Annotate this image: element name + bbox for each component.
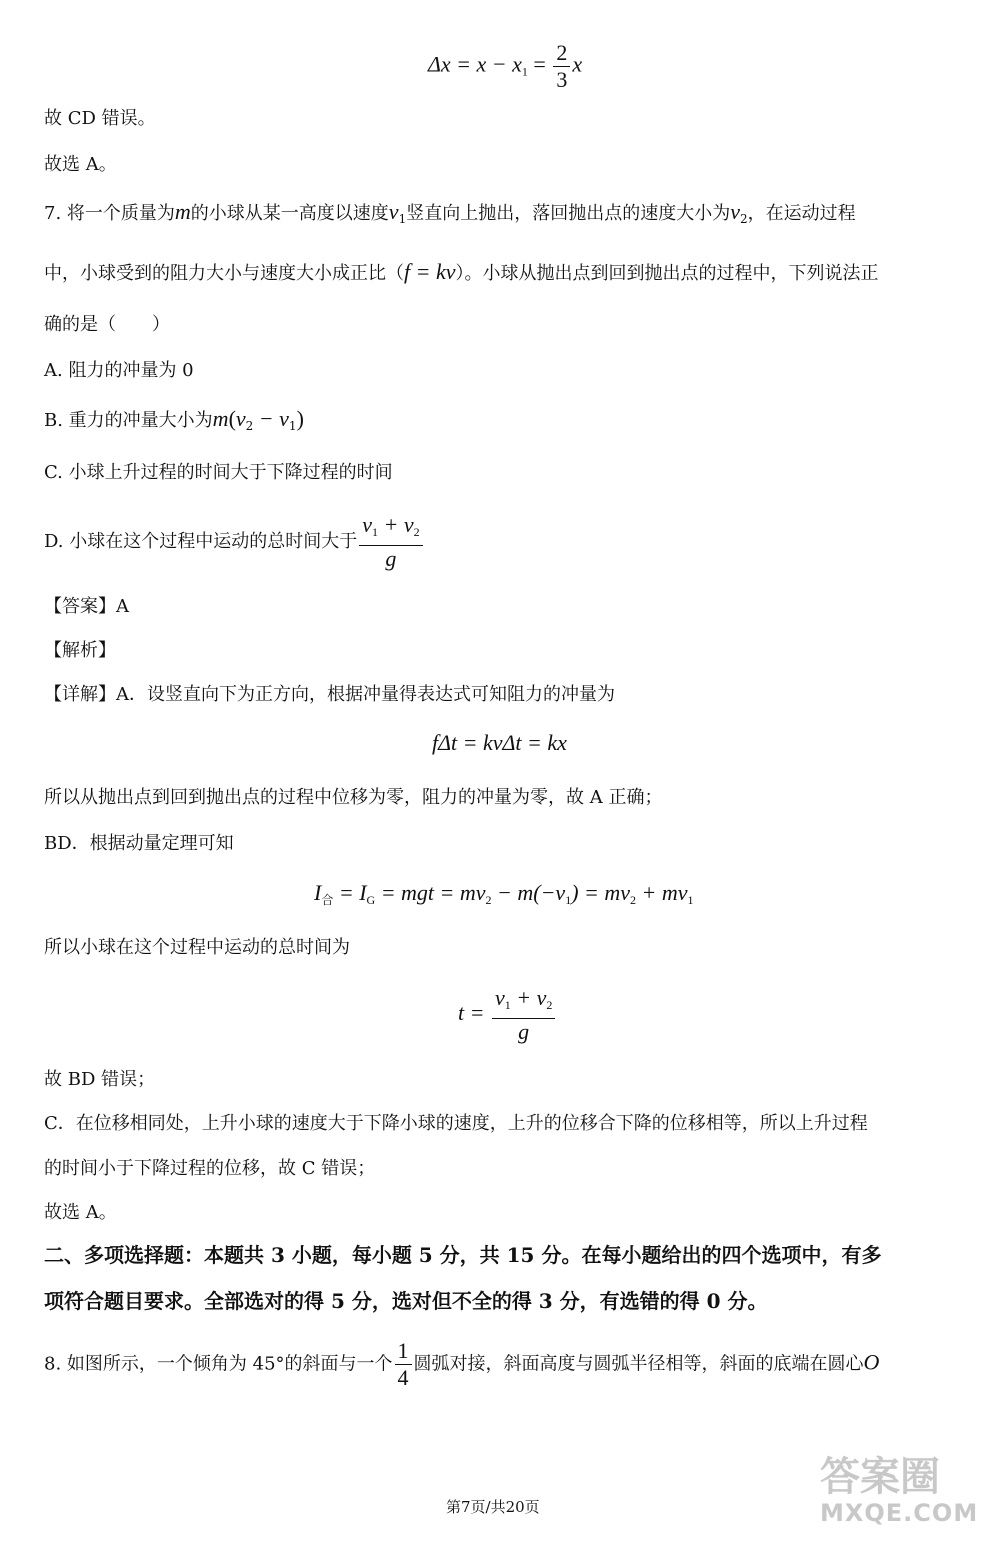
page-number: 第7页/共20页	[446, 1498, 540, 1516]
fraction: $\frac{v_1 + v_2}{g}$	[359, 512, 422, 572]
watermark-text-bottom: MXQE.COM	[820, 1499, 979, 1527]
fraction: $\frac{v_1 + v_2}{g}$	[492, 985, 555, 1045]
equation-total-time: t = $\frac{v_1 + v_2}{g}$	[458, 985, 557, 1045]
text-choose-a: 故选 A。	[44, 154, 117, 175]
q7-line-2: 中，小球受到的阻力大小与速度大小成正比（f = kv）。小球从抛出点到回到抛出点的过程中，下列说法正	[44, 259, 879, 284]
answer-label: 【答案】A	[44, 596, 129, 617]
equation-delta-x: $\Delta x = x - x_1$ = $\frac{2}{3}$ x	[428, 40, 583, 92]
watermark-text-top: 答案圈	[820, 1454, 940, 1500]
text-bd-intro: BD．根据动量定理可知	[44, 833, 234, 854]
fraction: $\frac{2}{3}$	[553, 40, 570, 93]
option-d: D. 小球在这个过程中运动的总时间大于 $\frac{v_1 + v_2}{g}$	[44, 512, 425, 572]
analysis-label: 【解析】	[44, 640, 116, 661]
watermark-logo	[820, 1455, 990, 1535]
equation-impulse-f: fΔt = kvΔt = kx	[432, 730, 567, 755]
text-total-time: 所以小球在这个过程中运动的总时间为	[44, 937, 350, 958]
equation-momentum: $I_合 = I_G$ = mgt = $mv_2 - m(-v_1) = mv_2 + mv_1$	[314, 880, 694, 907]
text-c-line-1: C．在位移相同处，上升小球的速度大于下降小球的速度，上升的位移合下降的位移相等，所以上升过程	[44, 1113, 868, 1134]
section-2-heading-line-2: 项符合题目要求。全部选对的得 5 分，选对但不全的得 3 分，有选错的得 0 分。	[44, 1289, 768, 1313]
option-b: B. 重力的冲量大小为$m(v_2 - v_1)$	[44, 406, 304, 433]
q7-line-3: 确的是（ ）	[44, 314, 170, 335]
q7-line-1: 7. 将一个质量为m的小球从某一高度以速度$v_1$竖直向上抛出，落回抛出点的速度大小为$v_2$，在运动过程	[44, 199, 856, 226]
text-cd-wrong: 故 CD 错误。	[44, 108, 156, 129]
detail-text: 【详解】A．设竖直向下为正方向，根据冲量得表达式可知阻力的冲量为	[44, 684, 615, 705]
text-choose-a-2: 故选 A。	[44, 1202, 117, 1223]
text-bd-wrong: 故 BD 错误；	[44, 1069, 156, 1090]
option-c: C. 小球上升过程的时间大于下降过程的时间	[44, 462, 393, 483]
option-a: A. 阻力的冲量为 0	[44, 360, 194, 381]
fraction: $\frac{1}{4}$	[395, 1338, 412, 1391]
q8-line-1: 8. 如图所示，一个倾角为 45°的斜面与一个 $\frac{1}{4}$ 圆弧对接，斜面高度与圆弧半径相等，斜面的底端在圆心O	[44, 1338, 880, 1390]
text-c-line-2: 的时间小于下降过程的位移，故 C 错误；	[44, 1158, 376, 1179]
text-a-correct: 所以从抛出点到回到抛出点的过程中位移为零，阻力的冲量为零，故 A 正确；	[44, 787, 663, 808]
section-2-heading-line-1: 二、多项选择题：本题共 3 小题，每小题 5 分，共 15 分。在每小题给出的四个选项中，有多	[44, 1243, 882, 1267]
